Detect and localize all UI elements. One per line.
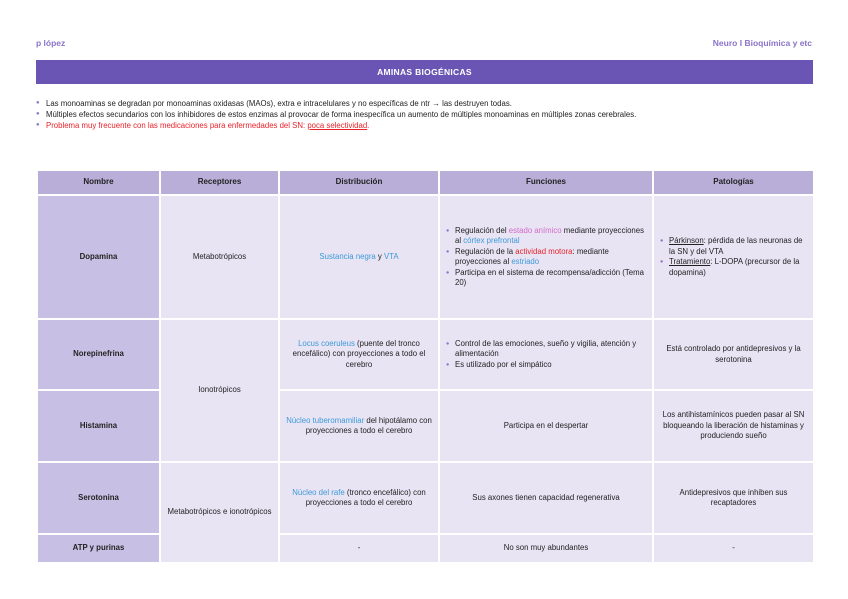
cell-name-norepinefrina: Norepinefrina (37, 319, 160, 390)
cell-dist-serotonina (279, 462, 439, 534)
cell-pat-norepinefrina: Está controlado por antidepresivos y la serotonina (653, 319, 814, 390)
func-highlight-cortex: córtex prefrontal (463, 236, 520, 245)
func-item-reward: ● Participa en el sistema de recompensa/adicción (Tema 20) (446, 268, 646, 289)
dist-tuberomamiliar: Núcleo tuberomamiliar (286, 415, 365, 425)
col-header-funciones: Funciones (439, 170, 653, 195)
col-header-distribucion: Distribución (279, 170, 439, 195)
bullet-selectivity (36, 120, 806, 131)
cell-dist-atp: - (279, 534, 439, 563)
cell-pat-atp: - (653, 534, 814, 563)
bullet-side-effects: ● Múltiples efectos secundarios con los inhibidores de estos enzimas al provocar de forma inespecífica un aumento de múltiples monoaminas en múltiples zonas cerebrales. (36, 109, 806, 120)
table-row-histamina (37, 390, 814, 462)
cell-receptors-dopamina: Metabotrópicos (160, 195, 279, 319)
bullet-selectivity-end: . (367, 121, 370, 130)
subject-label: Neuro I Bioquímica y etc (712, 38, 812, 48)
cell-func-histamina: Participa en el despertar (439, 390, 653, 462)
pat-item-parkinson (660, 236, 807, 257)
cell-receptors-metaiono: Metabotrópicos e ionotrópicos (160, 462, 279, 563)
func-item-mood (446, 226, 646, 247)
pat-treatment-label: Tratamiento (669, 257, 711, 266)
cell-name-serotonina: Serotonina (37, 462, 160, 534)
func-item-sympathetic: ● Es utilizado por el simpático (446, 360, 646, 371)
cell-dist-norepinefrina (279, 319, 439, 390)
func-highlight-estriado: estriado (511, 257, 540, 266)
func-text: mediante proyecciones al (455, 225, 644, 245)
cell-dist-dopamina (279, 195, 439, 319)
author-label: p lópez (36, 38, 66, 48)
pat-list-dopamina (660, 236, 807, 278)
func-list-norepinefrina (446, 339, 646, 371)
table-header-row (37, 170, 814, 195)
table-row-norepinefrina (37, 319, 814, 390)
cell-func-dopamina (439, 195, 653, 319)
col-header-patologias: Patologías (653, 170, 814, 195)
cell-dist-histamina (279, 390, 439, 462)
func-text: Regulación de la (455, 246, 516, 256)
cell-receptors-ionotropicos: Ionotrópicos (160, 319, 279, 462)
dist-and: y (375, 251, 384, 261)
amines-table (36, 169, 815, 564)
dist-nucleo-rafe: Núcleo del rafe (292, 487, 345, 497)
func-highlight-motor: actividad motora (515, 246, 573, 256)
col-header-receptores: Receptores (160, 170, 279, 195)
cell-func-atp: No son muy abundantes (439, 534, 653, 563)
func-item-motor (446, 247, 646, 268)
cell-name-dopamina: Dopamina (37, 195, 160, 319)
cell-pat-serotonina: Antidepresivos que inhiben sus recaptadores (653, 462, 814, 534)
cell-name-atp: ATP y purinas (37, 534, 160, 563)
table-row-serotonina (37, 462, 814, 534)
cell-func-norepinefrina (439, 319, 653, 390)
dist-text: del hipotálamo con proyecciones a todo el cerebro (305, 415, 432, 435)
cell-name-histamina: Histamina (37, 390, 160, 462)
cell-pat-histamina: Los antihistamínicos pueden pasar al SN bloqueando la liberación de histaminas y produciendo sueño (653, 390, 814, 462)
pat-treatment-text: : L-DOPA (precursor de la dopamina) (669, 257, 800, 277)
table-row-dopamina (37, 195, 814, 319)
pat-parkinson-text: : pérdida de las neuronas de la SN y del VTA (669, 236, 803, 256)
dist-locus-coeruleus: Locus coeruleus (298, 338, 355, 348)
cell-func-serotonina: Sus axones tienen capacidad regenerativa (439, 462, 653, 534)
col-header-nombre: Nombre (37, 170, 160, 195)
func-list-dopamina (446, 226, 646, 289)
dist-text: (puente del tronco encefálico) con proyecciones a todo el cerebro (292, 338, 426, 369)
func-item-emotions: ● Control de las emociones, sueño y vigilia, atención y alimentación (446, 339, 646, 360)
func-text: : mediante proyecciones al (455, 246, 609, 266)
bullet-mao: ● Las monoaminas se degradan por monoaminas oxidasas (MAOs), extra e intracelulares y no específicas de ntr → las destruyen todas. (36, 98, 806, 109)
pat-item-treatment (660, 257, 807, 278)
bullet-selectivity-text: Problema muy frecuente con las medicaciones para enfermedades del SN: (46, 121, 308, 130)
dist-text: (tronco encefálico) con proyecciones a todo el cerebro (305, 487, 426, 507)
table-row-atp (37, 534, 814, 563)
pat-parkinson-label: Párkinson (669, 236, 704, 245)
func-highlight-mood: estado anímico (508, 225, 562, 235)
dist-sustancia-negra: Sustancia negra (319, 251, 376, 261)
dist-vta: VTA (384, 251, 399, 261)
cell-pat-dopamina (653, 195, 814, 319)
section-title-banner: AMINAS BIOGÉNICAS (36, 60, 813, 84)
func-text: Regulación del (455, 225, 509, 235)
intro-bullet-list (36, 98, 806, 131)
bullet-selectivity-underlined: poca selectividad (307, 121, 368, 130)
